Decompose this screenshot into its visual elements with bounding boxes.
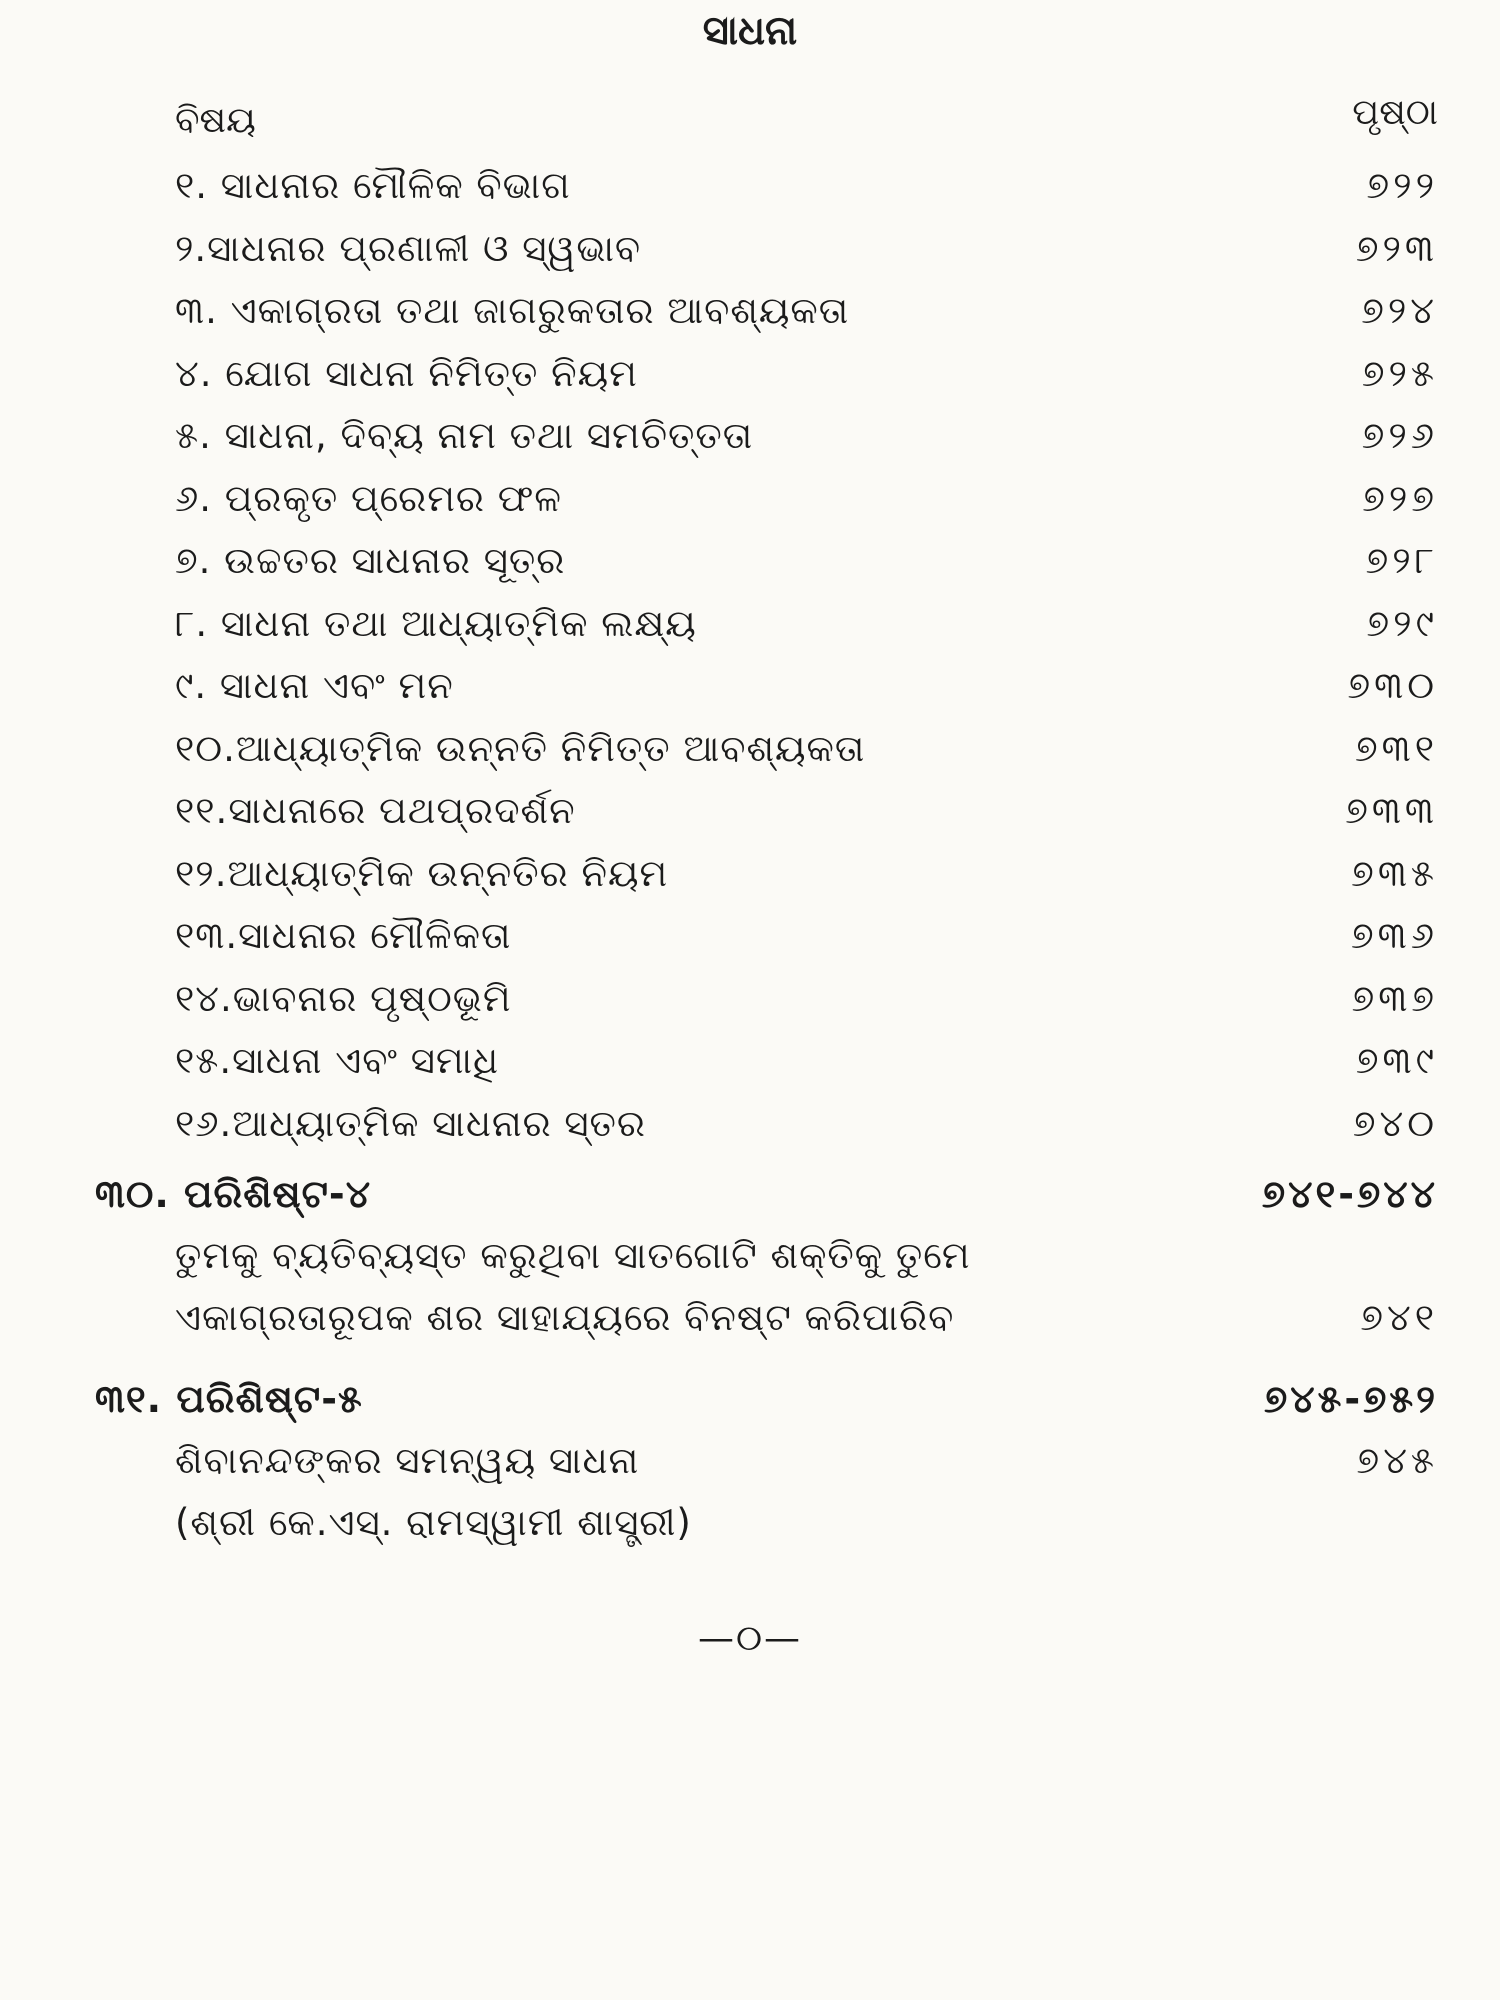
section-31-line-2	[0, 1492, 1500, 1554]
toc-entry-page: ୭୨୨	[1366, 164, 1438, 207]
toc-entry	[0, 843, 1500, 905]
toc-entry-topic: ୪. ଯୋଗ ସାଧନା ନିମିତ୍ତ ନିୟମ	[175, 351, 638, 395]
toc-entry-topic: ୧୬.ଆଧ୍ୟାତ୍ମିକ ସାଧନାର ସ୍ତର	[175, 1101, 646, 1145]
toc-entry-page: ୭୨୮	[1365, 539, 1438, 582]
section-30-text-1: ତୁମକୁ ବ୍ୟତିବ୍ୟସ୍ତ କରୁଥିବା ସାତଗୋଟି ଶକ୍ତିକୁ ତୁମେ	[175, 1234, 971, 1277]
toc-entry	[0, 405, 1500, 467]
toc-entry-topic: ୧୫.ସାଧନା ଏବଂ ସମାଧି	[175, 1039, 500, 1082]
section-30-line-2	[0, 1287, 1500, 1349]
toc-entry-topic: ୭. ଉଚ୍ଚତର ସାଧନାର ସୂତ୍ର	[175, 539, 566, 582]
toc-entry	[0, 530, 1500, 592]
section-30-heading: ୩୦. ପରିଶିଷ୍ଟ-୪	[95, 1172, 372, 1216]
toc-entry	[0, 343, 1500, 405]
section-30-text-2-page: ୭୪୧	[1360, 1296, 1438, 1339]
toc-entry-page: ୭୩୫	[1351, 851, 1438, 895]
page-column-header: ପୃଷ୍ଠା	[1352, 92, 1438, 133]
toc-entry-topic: ୮. ସାଧନା ତଥା ଆଧ୍ୟାତ୍ମିକ ଲକ୍ଷ୍ୟ	[175, 601, 697, 645]
toc-entry	[0, 1093, 1500, 1155]
toc-entry-topic: ୧୩.ସାଧନାର ମୌଳିକତା	[175, 914, 512, 957]
section-31-text-1-page: ୭୪୫	[1356, 1439, 1438, 1482]
toc-entry-page: ୭୨୫	[1361, 351, 1438, 395]
toc-entry-topic: ୬. ପ୍ରକୃତ ପ୍ରେମର ଫଳ	[175, 476, 562, 520]
toc-entry	[0, 1030, 1500, 1092]
toc-entry	[0, 468, 1500, 530]
toc-entry	[0, 655, 1500, 717]
section-31-heading-row	[0, 1368, 1500, 1430]
section-31-text-2: (ଶ୍ରୀ କେ.ଏସ୍. ରାମସ୍ୱାମୀ ଶାସ୍ତ୍ରୀ)	[175, 1501, 692, 1544]
toc-entry-page: ୭୩୬	[1351, 914, 1438, 957]
toc-entry	[0, 155, 1500, 217]
toc-entry	[0, 718, 1500, 780]
toc-entry	[0, 593, 1500, 655]
toc-entry-page: ୭୩୭	[1351, 976, 1438, 1020]
toc-entry-topic: ୧୪.ଭାବନାର ପୃଷ୍ଠଭୂମି	[175, 976, 512, 1020]
toc-entry-page: ୭୨୯	[1366, 601, 1438, 645]
section-30-heading-row	[0, 1163, 1500, 1225]
toc-entry	[0, 218, 1500, 280]
toc-entry-page: ୭୩୦	[1347, 664, 1438, 707]
page-title: ସାଧନା	[702, 8, 798, 54]
section-30-page-range: ୭୪୧-୭୪୪	[1261, 1172, 1438, 1216]
toc-entry-page: ୭୨୬	[1361, 414, 1438, 457]
toc-entry-topic: ୩. ଏକାଗ୍ରତା ତଥା ଜାଗରୁକତାର ଆବଶ୍ୟକତା	[175, 289, 850, 332]
toc-entry-page: ୭୪୦	[1352, 1101, 1438, 1145]
toc-entry-topic: ୨.ସାଧନାର ପ୍ରଣାଳୀ ଓ ସ୍ୱଭାବ	[175, 226, 642, 270]
toc-entry-page: ୭୨୩	[1355, 226, 1438, 270]
toc-entry-page: ୭୩୯	[1355, 1039, 1438, 1082]
toc-entry-page: ୭୨୪	[1361, 289, 1438, 332]
section-30-line-1	[0, 1225, 1500, 1287]
toc-entry	[0, 905, 1500, 967]
section-31-line-1	[0, 1430, 1500, 1492]
toc-entry-topic: ୧୦.ଆଧ୍ୟାତ୍ମିକ ଉନ୍ନତି ନିମିତ୍ତ ଆବଶ୍ୟକତା	[175, 726, 866, 770]
toc-entry	[0, 968, 1500, 1030]
topic-column-header: ବିଷୟ	[175, 100, 256, 141]
section-31-heading: ୩୧. ପରିଶିଷ୍ଟ-୫	[95, 1377, 363, 1421]
toc-entry-topic: ୧. ସାଧନାର ମୌଳିକ ବିଭାଗ	[175, 164, 571, 207]
toc-entry-topic: ୯. ସାଧନା ଏବଂ ମନ	[175, 664, 454, 707]
toc-entry-page: ୭୩୧	[1354, 726, 1438, 770]
toc-entry-topic: ୧୨.ଆଧ୍ୟାତ୍ମିକ ଉନ୍ନତିର ନିୟମ	[175, 851, 669, 895]
toc-entry-page: ୭୨୭	[1362, 476, 1438, 520]
toc-entry	[0, 280, 1500, 342]
toc-entry-topic: ୫. ସାଧନା, ଦିବ୍ୟ ନାମ ତଥା ସମଚିତ୍ତତା	[175, 414, 754, 457]
toc-entry-page: ୭୩୩	[1345, 789, 1438, 832]
section-31-text-1: ଶିବାନନ୍ଦଙ୍କର ସମନ୍ୱୟ ସାଧନା	[175, 1439, 640, 1482]
end-mark: —୦—	[697, 1618, 803, 1659]
toc-entry-topic: ୧୧.ସାଧନାରେ ପଥପ୍ରଦର୍ଶନ	[175, 789, 576, 832]
section-31-page-range: ୭୪୫-୭୫୨	[1264, 1377, 1438, 1421]
section-30-text-2: ଏକାଗ୍ରତାରୂପକ ଶର ସାହାଯ୍ୟରେ ବିନଷ୍ଟ କରିପାରିବ	[175, 1296, 955, 1339]
toc-entry	[0, 780, 1500, 842]
